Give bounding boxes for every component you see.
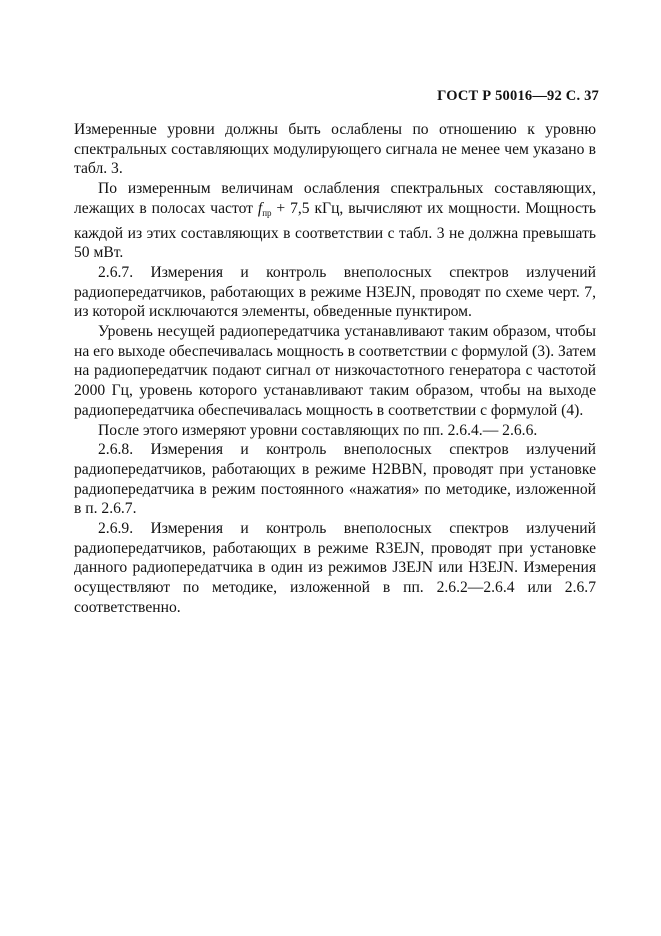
paragraph-power-calculation <box>74 179 596 263</box>
document-body <box>74 120 596 618</box>
frequency-symbol <box>258 200 272 217</box>
paragraph-carrier-level: Уровень несущей радиопередатчика устанавливают таким образом, чтобы на его выходе обеспечивалась мощность в соответствии с формулой (3). Затем на радиопередатчик подают сигнал от низкочастотного генератора с частотой 2000 Гц, уровень которого устанавливают таким образом, чтобы на выходе радиопередатчика обеспечивалась мощность в соответствии с формулой (4). <box>74 323 596 419</box>
paragraph-after-measure: После этого измеряют уровни составляющих по пп. 2.6.4.— 2.6.6. <box>98 421 538 439</box>
paragraph-2-6-9: 2.6.9. Измерения и контроль внеполосных спектров излучений радиопередатчиков, работающих в режиме R3EJN, проводят при установке данного радиопередатчика в один из режимов J3EJN или H3EJN. Измерения осуществляют по методике, изложенной в пп. 2.6.2—2.6.4 или 2.6.7 соответственно. <box>74 520 596 616</box>
paragraph-2-6-8: 2.6.8. Измерения и контроль внеполосных спектров излучений радиопередатчиков, работающих в режиме H2BBN, проводят при установке радиопередатчика в режим постоянного «нажатия» по методике, изложенной в п. 2.6.7. <box>74 441 596 518</box>
paragraph-text-part: По измеренным величинам ослабления спектральных составляющих, лежащих в полосах частот <box>74 180 596 217</box>
paragraph-continuation: Измеренные уровни должны быть ослаблены по отношению к уровню спектральных составляющих модулирующего сигнала не менее чем указано в табл. 3. <box>74 121 596 178</box>
frequency-symbol-letter: f <box>257 199 263 217</box>
frequency-subscript: пр <box>262 207 272 218</box>
paragraph-2-6-7: 2.6.7. Измерения и контроль внеполосных спектров излучений радиопередатчиков, работающих в режиме H3EJN, проводят по схеме черт. 7, из которой исключаются элементы, обведенные пунктиром. <box>74 263 596 321</box>
paragraph-text-part: + 7,5 кГц, вычисляют их мощности. Мощность каждой из этих составляющих в соответствии с табл. 3 не должна превышать 50 мВт. <box>74 199 596 262</box>
running-head: ГОСТ Р 50016—92 С. 37 <box>437 88 599 104</box>
